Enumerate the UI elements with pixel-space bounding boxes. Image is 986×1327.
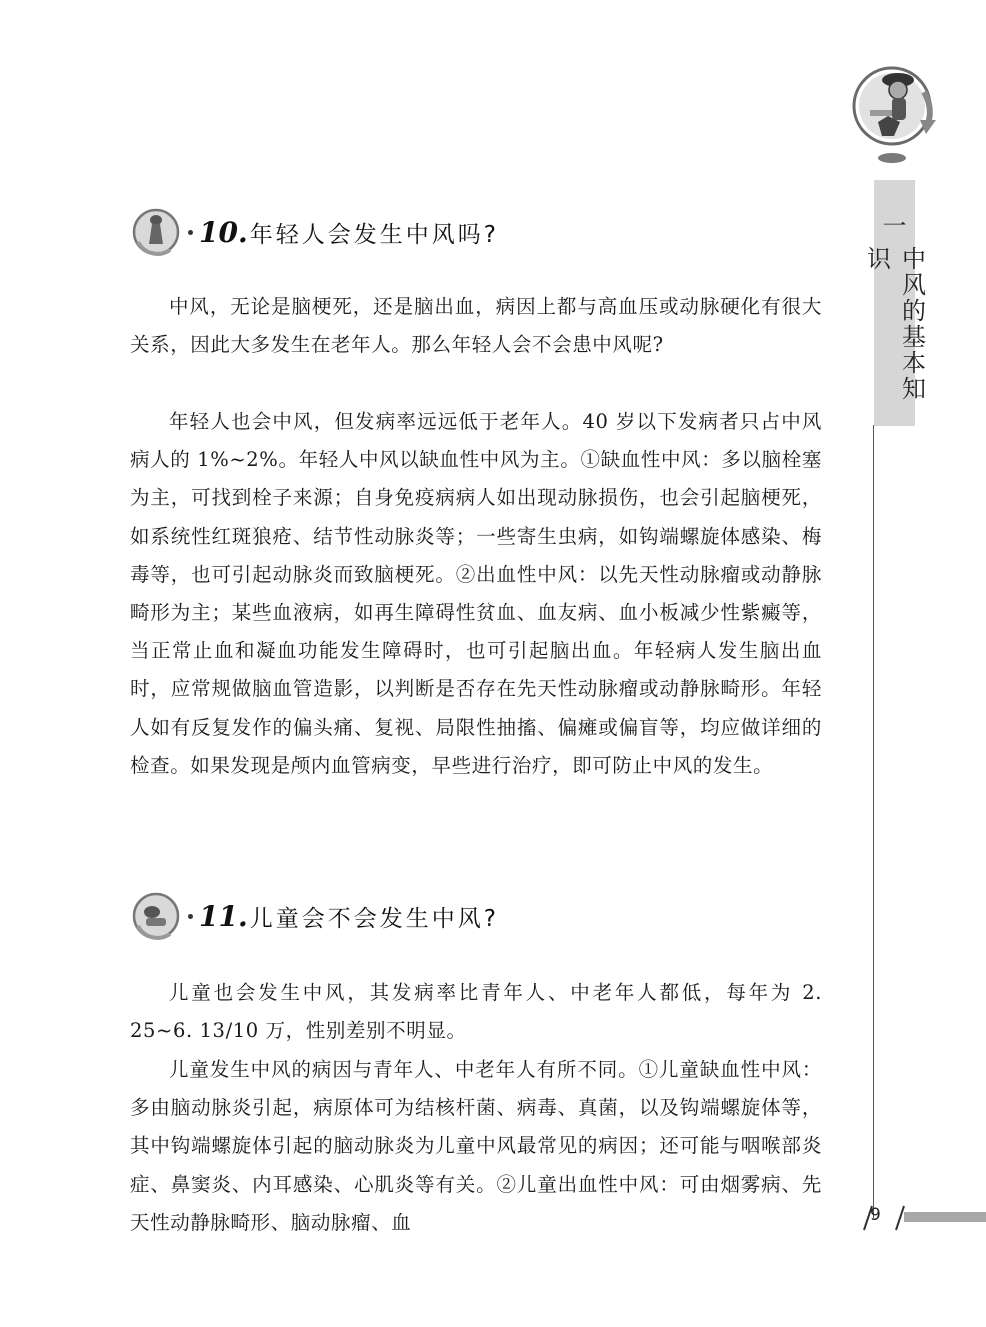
paragraph: 儿童发生中风的病因与青年人、中老年人有所不同。①儿童缺血性中风：多由脑动脉炎引起，病原体可为结核杆菌、病毒、真菌，以及钩端螺旋体等，其中钩端螺旋体引起的脑动脉炎为儿童中风最常见的病因；还可能与咽喉部炎症、鼻窦炎、内耳感染、心肌炎等有关。②儿童出血性中风：可由烟雾病、先天性动静脉畸形、脑动脉瘤、血 xyxy=(130,1058,822,1234)
section-title: 儿童会不会发生中风? xyxy=(249,905,499,932)
section-heading-10 xyxy=(130,206,499,258)
page-bar xyxy=(904,1212,986,1222)
page-number: 9 xyxy=(870,1205,881,1225)
section-number: 10. xyxy=(199,215,248,249)
paragraph: 儿童也会发生中风，其发病率比青年人、中老年人都低，每年为 2. 25~6. 13/10 万，性别差别不明显。 xyxy=(130,981,822,1043)
section-emblem-icon xyxy=(130,206,182,258)
paragraph: 中风，无论是脑梗死，还是脑出血，病因上都与高血压或动脉硬化有很大关系，因此大多发生在老年人。那么年轻人会不会患中风呢? xyxy=(130,295,822,357)
chapter-title: 中风的基本知识 xyxy=(862,246,926,402)
section-heading-11 xyxy=(130,890,499,942)
heading-dot xyxy=(188,914,193,919)
chapter-number: 一 xyxy=(882,212,907,240)
mascot-doctor-icon xyxy=(848,62,944,172)
section-title: 年轻人会发生中风吗? xyxy=(249,221,499,248)
section-number: 11. xyxy=(199,899,248,933)
side-rule xyxy=(873,425,874,1218)
paragraph: 年轻人也会中风，但发病率远远低于老年人。40 岁以下发病者只占中风病人的 1%~2%。年轻人中风以缺血性中风为主。①缺血性中风：多以脑栓塞为主，可找到栓子来源；自身免疫病病人如出现动脉损伤，也会引起脑梗死，如系统性红斑狼疮、结节性动脉炎等；一些寄生虫病，如钩端螺旋体感染、梅毒等，也可引起动脉炎而致脑梗死。②出血性中风：以先天性动脉瘤或动静脉畸形为主；某些血液病，如再生障碍性贫血、血友病、血小板减少性紫癜等，当正常止血和凝血功能发生障碍时，也可引起脑出血。年轻病人发生脑出血时，应常规做脑血管造影，以判断是否存在先天性动脉瘤或动静脉畸形。年轻人如有反复发作的偏头痛、复视、局限性抽搐、偏瘫或偏盲等，均应做详细的检查。如果发现是颅内血管病变，早些进行治疗，即可防止中风的发生。 xyxy=(130,410,822,777)
heading-dot xyxy=(188,230,193,235)
chapter-tab xyxy=(862,180,926,426)
section-emblem-icon xyxy=(130,890,182,942)
